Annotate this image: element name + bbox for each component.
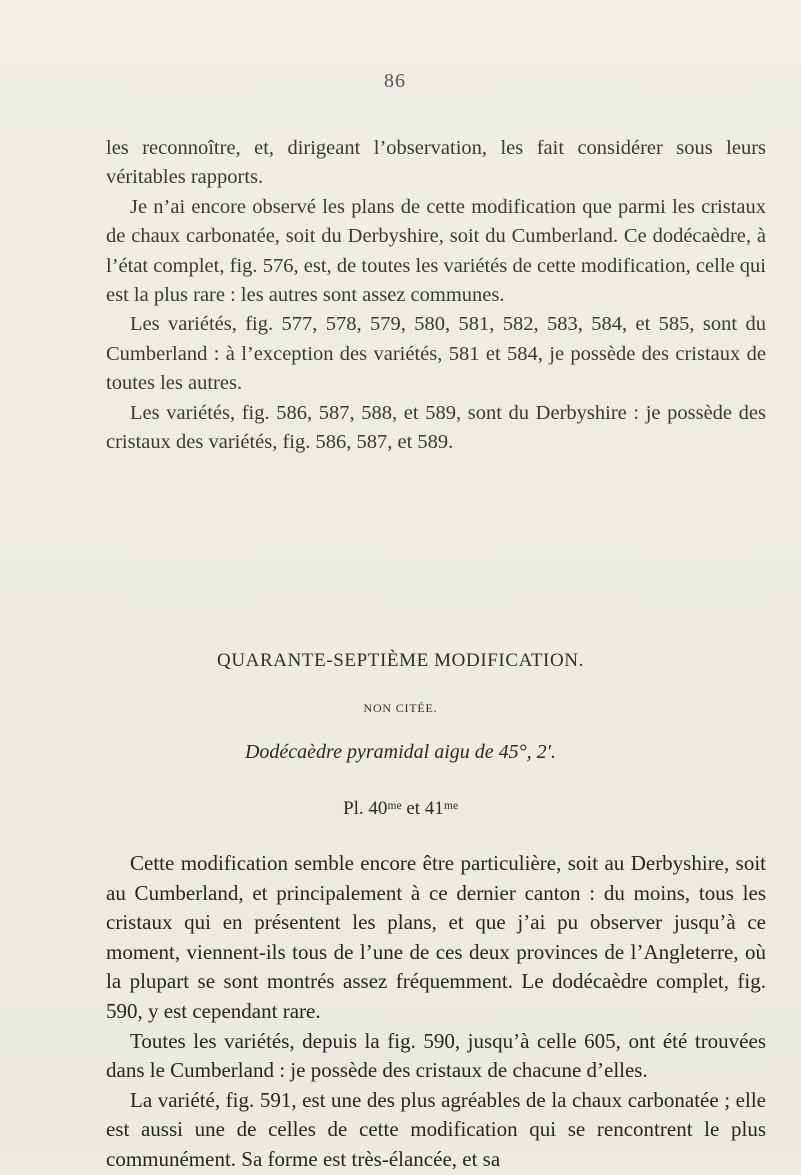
- paragraph: Les variétés, fig. 577, 578, 579, 580, 581, 582, 583, 584, et 585, sont du Cumberland : à l’exception des variétés, 581 et 584, je possède des cristaux de toutes les autres.: [106, 313, 766, 395]
- paragraph: les reconnoître, et, dirigeant l’observation, les fait considérer sous leurs véritables rapports.: [106, 137, 766, 189]
- plate-reference: Pl. 40ᵐᵉ et 41ᵐᵉ: [343, 798, 458, 819]
- section-subtitle: NON CITÉE.: [363, 701, 438, 715]
- paragraph: Les variétés, fig. 586, 587, 588, et 589, sont du Derbyshire : je possède des cristaux des variétés, fig. 586, 587, et 589.: [106, 401, 766, 454]
- paragraph: La variété, fig. 591, est une des plus agréables de la chaux carbonatée ; elle est aussi une de celles de cette modification qui se rencontrent le plus communément. Sa forme est très-élancée, et sa: [106, 1087, 766, 1171]
- paragraph: Toutes les variétés, depuis la fig. 590, jusqu’à celle 605, ont été trouvées dans le Cumberland : je possède des cristaux de chacune d’elles.: [106, 1028, 766, 1083]
- text-block-bottom: [106, 849, 766, 1175]
- paragraph: Je n’ai encore observé les plans de cette modification que parmi les cristaux de chaux carbonatée, soit du Derbyshire, soit du Cumberland. Ce dodécaèdre, à l’état complet, fig. 576, est, de toutes les variétés de cette modification, celle qui est la plus rare : les autres sont assez communes.: [106, 195, 766, 307]
- paragraph: Cette modification semble encore être particulière, soit au Derbyshire, soit au Cumberland, et principalement à ce dernier canton : du moins, tous les cristaux qui en présentent les plans, et que j’ai pu observer jusqu’à ce moment, viennent-ils tous de l’une de ces deux provinces de l’Angleterre, où la plupart se sont montrés assez fréquemment. Le dodécaèdre complet, fig. 590, y est cependant rare.: [106, 851, 766, 1023]
- text-block-top: [106, 134, 766, 457]
- section-title: QUARANTE-SEPTIÈME MODIFICATION.: [217, 650, 584, 671]
- page-number: 86: [384, 70, 406, 92]
- section-description: Dodécaèdre pyramidal aigu de 45°, 2′.: [244, 741, 556, 763]
